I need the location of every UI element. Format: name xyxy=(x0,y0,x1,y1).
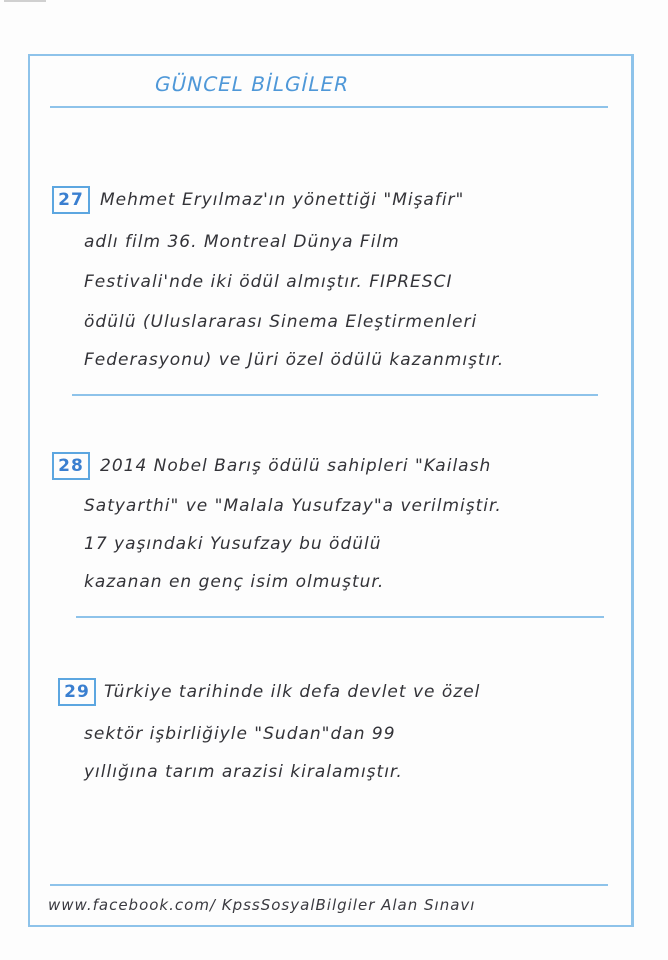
entry-27-line-5: Federasyonu) ve Jüri özel ödülü kazanmıştır. xyxy=(84,350,505,370)
entry-27-line-3: Festivali'nde iki ödül almıştır. FIPRESCI xyxy=(84,272,453,292)
page-title: GÜNCEL BİLGİLER xyxy=(152,72,352,96)
entry-29-line-1: Türkiye tarihinde ilk defa devlet ve özel xyxy=(104,682,481,702)
entry-27-line-2: adlı film 36. Montreal Dünya Film xyxy=(84,232,400,252)
entry-29-line-2: sektör işbirliğiyle "Sudan"dan 99 xyxy=(84,724,396,744)
entry-number-28: 28 xyxy=(52,452,90,480)
entry-29-line-3: yıllığına tarım arazisi kiralamıştır. xyxy=(84,762,403,782)
entry-28-separator xyxy=(76,616,604,618)
entry-28-line-2: Satyarthi" ve "Malala Yusufzay"a verilmiştir. xyxy=(84,496,502,516)
entry-27-line-4: ödülü (Uluslararası Sinema Eleştirmenleri xyxy=(84,312,478,332)
footer-url: www.facebook.com/ KpssSosyalBilgiler Alan Sınavı xyxy=(48,896,476,914)
title-underline xyxy=(50,106,608,108)
footer-separator xyxy=(50,884,608,886)
entry-27-separator xyxy=(72,394,598,396)
entry-number-29: 29 xyxy=(58,678,96,706)
entry-28-line-1: 2014 Nobel Barış ödülü sahipleri "Kailash xyxy=(100,456,492,476)
entry-number-27: 27 xyxy=(52,186,90,214)
page-border xyxy=(28,54,634,927)
entry-28-line-4: kazanan en genç isim olmuştur. xyxy=(84,572,385,592)
scan-corner-mark xyxy=(4,0,46,2)
entry-28-line-3: 17 yaşındaki Yusufzay bu ödülü xyxy=(84,534,382,554)
entry-27-line-1: Mehmet Eryılmaz'ın yönettiği "Mişafir" xyxy=(100,190,465,210)
